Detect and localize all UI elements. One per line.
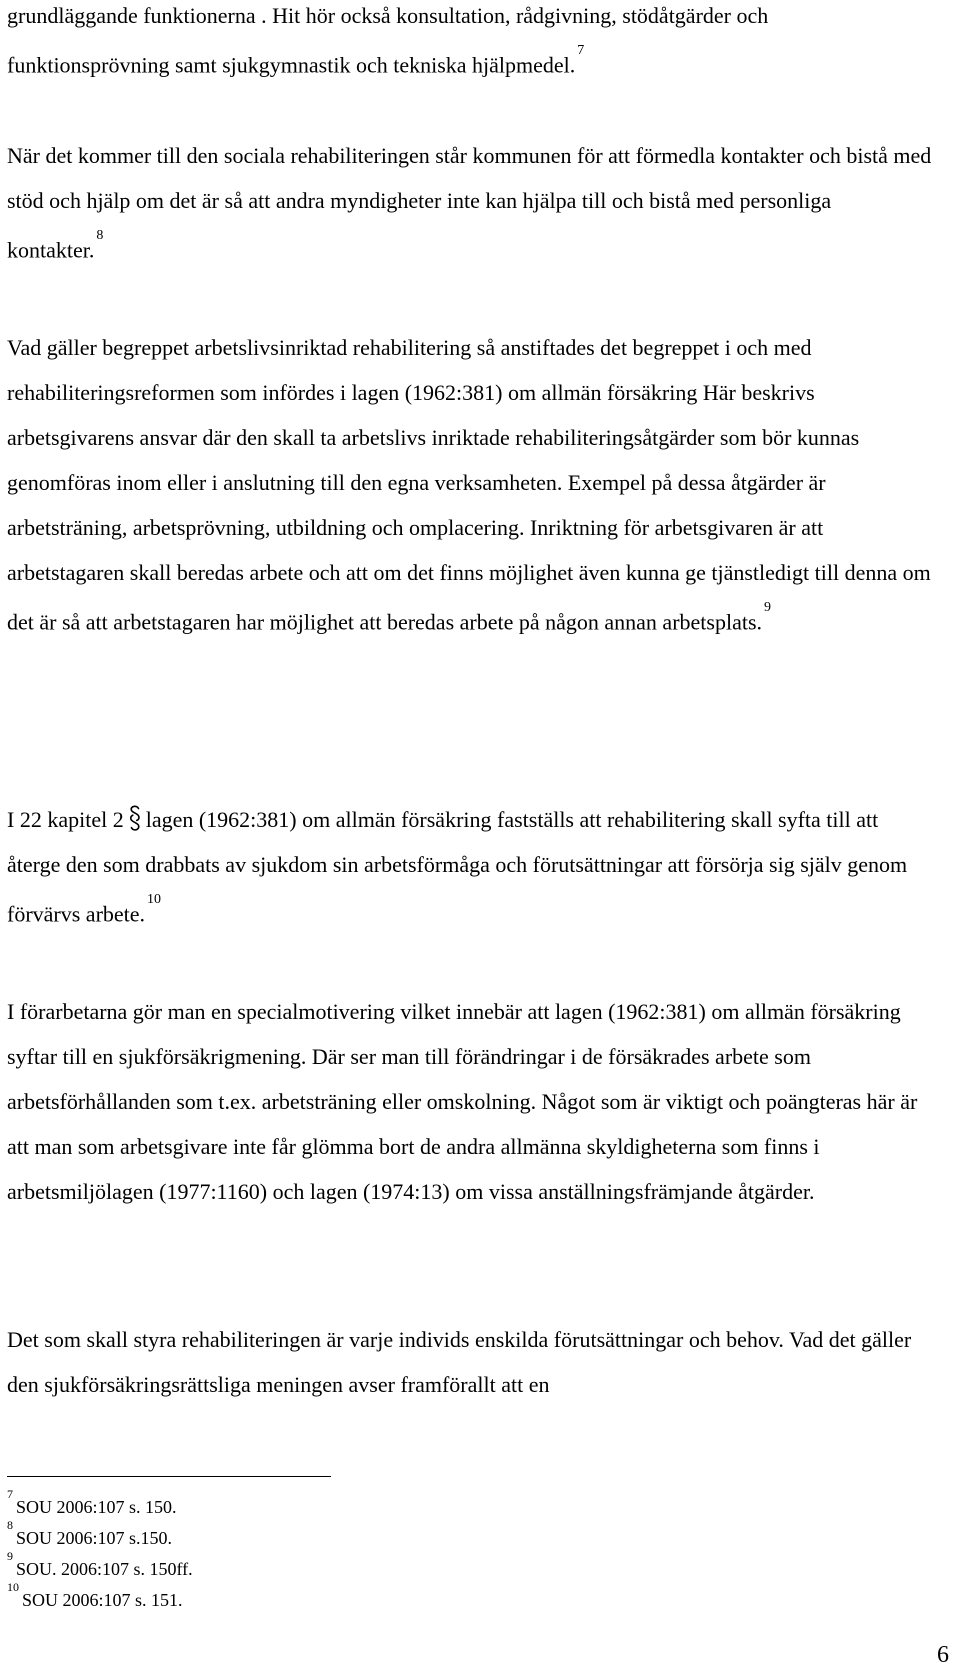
footnote-number: 10: [7, 1580, 19, 1594]
footnote-ref-7[interactable]: 7: [577, 43, 585, 58]
footnote-item: [7, 1489, 607, 1520]
paragraph-3: [7, 325, 932, 644]
footnote-text: SOU 2006:107 s. 151.: [22, 1590, 183, 1610]
paragraph-2: [7, 133, 932, 272]
footnote-ref-8[interactable]: 8: [96, 228, 104, 243]
paragraph-2-text: När det kommer till den sociala rehabiliteringen står kommunen för att förmedla kontakter och bistå med stöd och hjälp om det är så att andra myndigheter inte kan hjälpa till och bistå med personliga kontakter.: [7, 143, 932, 263]
footnote-ref-9[interactable]: 9: [764, 600, 772, 615]
section-sign-icon: [128, 805, 142, 833]
footnote-number: 8: [7, 1518, 13, 1532]
footnote-item: [7, 1520, 607, 1551]
page-number: 6: [937, 1642, 949, 1668]
footnote-text: SOU 2006:107 s.150.: [16, 1528, 173, 1548]
paragraph-1-text: grundläggande funktionerna . Hit hör också konsultation, rådgivning, stödåtgärder och funktionsprövning samt sjukgymnastik och tekniska hjälpmedel.: [7, 3, 769, 78]
footnote-item: [7, 1582, 607, 1613]
paragraph-1: [7, 0, 932, 87]
paragraph-3-text: Vad gäller begreppet arbetslivsinriktad rehabilitering så anstiftades det begreppet i och med rehabiliteringsreformen som infördes i lagen (1962:381) om allmän försäkring Här beskrivs arbetsgivarens ansvar där den skall ta arbetslivs inriktade rehabiliteringsåtgärder som bör kunnas genomföras inom eller i anslutning till den egna verksamheten. Exempel på dessa åtgärder är arbetsträning, arbetsprövning, utbildning och omplacering. Inriktning för arbetsgivaren är att arbetstagaren skall beredas arbete och att om det finns möjlighet även kunna ge tjänstledigt till denna om det är så att arbetstagaren har möjlighet att beredas arbete på någon annan arbetsplats.: [7, 335, 931, 635]
footnote-item: [7, 1551, 607, 1582]
paragraph-4-text-before: I 22 kapitel 2: [7, 807, 124, 832]
footnote-separator: [7, 1476, 331, 1477]
paragraph-5-text: I förarbetarna gör man en specialmotivering vilket innebär att lagen (1962:381) om allmän försäkring syftar till en sjukförsäkrigmening. Där ser man till förändringar i de försäkrades arbete som arbetsförhållanden som t.ex. arbetsträning eller omskolning. Något som är viktigt och poängteras här är att man som arbetsgivare inte får glömma bort de andra allmänna skyldigheterna som finns i arbetsmiljölagen (1977:1160) och lagen (1974:13) om vissa anställningsfrämjande åtgärder.: [7, 999, 918, 1204]
paragraph-4: [7, 797, 932, 936]
footnote-ref-10[interactable]: 10: [147, 892, 162, 907]
footnote-text: SOU 2006:107 s. 150.: [16, 1497, 177, 1517]
paragraph-5: [7, 989, 932, 1214]
paragraph-6: [7, 1317, 932, 1407]
footnote-text: SOU. 2006:107 s. 150ff.: [16, 1559, 193, 1579]
paragraph-4-text-after: lagen (1962:381) om allmän försäkring fastställs att rehabilitering skall syfta till att återge den som drabbats av sjukdom sin arbetsförmåga och förutsättningar att försörja sig själv genom förvärvs arbete.: [7, 807, 908, 927]
footnote-list: [7, 1489, 607, 1613]
footnote-number: 9: [7, 1549, 13, 1563]
paragraph-6-text: Det som skall styra rehabiliteringen är varje individs enskilda förutsättningar och behov. Vad det gäller den sjukförsäkringsrättsliga meningen avser framförallt att en: [7, 1327, 912, 1397]
footnote-number: 7: [7, 1487, 13, 1501]
